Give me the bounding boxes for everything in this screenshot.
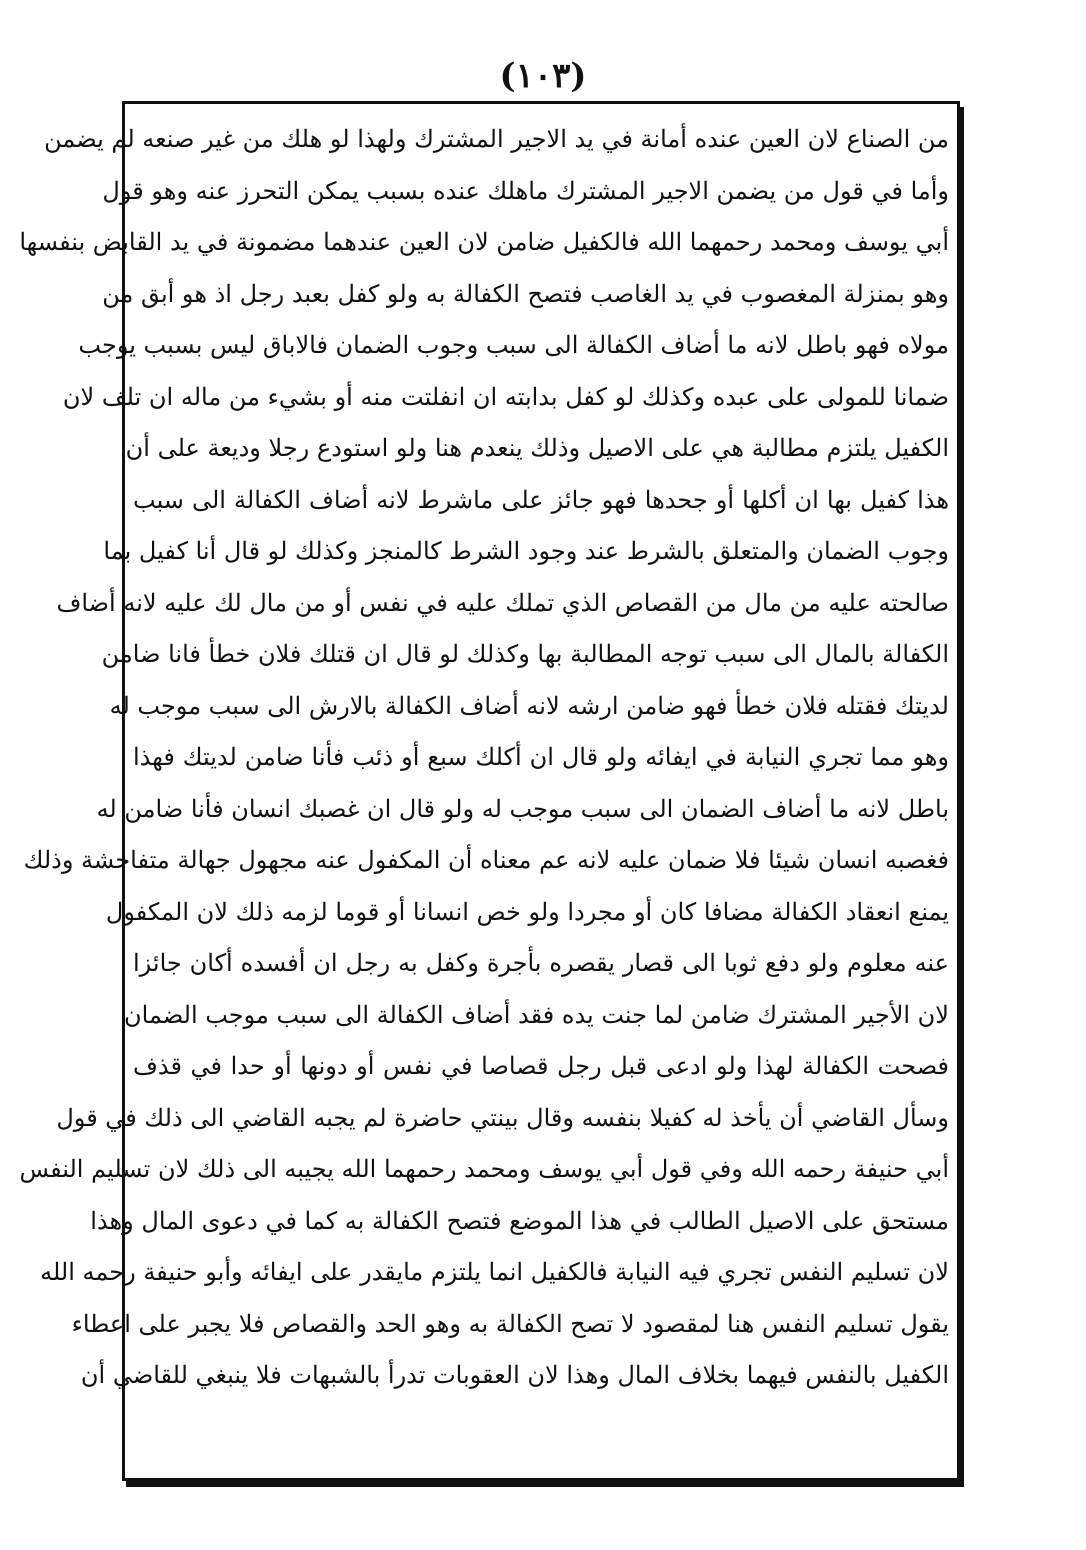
text-line: مولاه فهو باطل لانه ما أضاف الكفالة الى سبب وجوب الضمان فالاباق ليس بسبب يوجب	[78, 331, 949, 359]
text-line: وجوب الضمان والمتعلق بالشرط عند وجود الشرط كالمنجز وكذلك لو قال أنا كفيل بما	[103, 537, 949, 565]
text-line: فغصبه انسان شيئا فلا ضمان عليه لانه عم معناه أن المكفول عنه مجهول جهالة متفاحشة وذلك	[23, 846, 949, 874]
text-line: أبي حنيفة رحمه الله وفي قول أبي يوسف ومحمد رحمهما الله يجيبه الى ذلك لان تسليم النفس	[19, 1155, 949, 1183]
text-line: من الصناع لان العين عنده أمانة في يد الاجير المشترك ولهذا لو هلك من غير صنعه لم يضمن	[44, 125, 949, 153]
text-line: لديتك فقتله فلان خطأ فهو ضامن ارشه لانه أضاف الكفالة بالارش الى سبب موجب له	[109, 691, 949, 720]
text-line: يقول تسليم النفس هنا لمقصود لا تصح الكفالة به وهو الحد والقصاص فلا يجبر على اعطاء	[71, 1309, 949, 1338]
text-line: عنه معلوم ولو دفع ثوبا الى قصار يقصره بأجرة وكفل به رجل ان أفسده أكان جائزا	[133, 949, 949, 977]
page-number: (١٠٣)	[499, 56, 587, 96]
text-line: صالحته عليه من مال من القصاص الذي تملك عليه في نفس أو من مال لك عليه لانه أضاف	[56, 588, 949, 617]
text-line: وأما في قول من يضمن الاجير المشترك ماهلك عنده بسبب يمكن التحرز عنه وهو قول	[102, 176, 949, 205]
text-line: وسأل القاضي أن يأخذ له كفيلا بنفسه وقال بينتي حاضرة لم يجبه القاضي الى ذلك في قول	[56, 1103, 949, 1132]
text-line: وهو مما تجري النيابة في ايفائه ولو قال ان أكلك سبع أو ذئب فأنا ضامن لديتك فهذا	[133, 743, 949, 771]
text-line: لان تسليم النفس تجري فيه النيابة فالكفيل انما يلتزم مايقدر على ايفائه وأبو حنيفة رحمه الله	[40, 1258, 949, 1286]
text-line: لان الأجير المشترك ضامن لما جنت يده فقد أضاف الكفالة الى سبب موجب الضمان	[124, 1000, 949, 1029]
text-line: هذا كفيل بها ان أكلها أو جحدها فهو جائز على ماشرط لانه أضاف الكفالة الى سبب	[133, 485, 950, 514]
text-line: ضمانا للمولى على عبده وكذلك لو كفل بدابته ان انفلتت منه أو بشيء من ماله ان تلف لان	[62, 382, 949, 411]
text-line: فصحت الكفالة لهذا ولو ادعى قبل رجل قصاصا في نفس أو دونها أو حدا في قذف	[133, 1052, 949, 1080]
text-line: الكفالة بالمال الى سبب توجه المطالبة بها وكذلك لو قال ان قتلك فلان خطأ فانا ضامن	[101, 640, 949, 668]
text-line: وهو بمنزلة المغصوب في يد الغاصب فتصح الكفالة به ولو كفل بعبد رجل اذ هو أبق من	[102, 279, 949, 308]
text-line: أبي يوسف ومحمد رحمهما الله فالكفيل ضامن لان العين عندهما مضمونة في يد القابض بنفسها	[19, 228, 949, 256]
text-line: مستحق على الاصيل الطالب في هذا الموضع فتصح الكفالة به كما في دعوى المال وهذا	[90, 1206, 949, 1235]
text-line: يمنع انعقاد الكفالة مضافا كان أو مجردا ولو خص انسانا أو قوما لزمه ذلك لان المكفول	[105, 897, 949, 926]
text-line: باطل لانه ما أضاف الضمان الى سبب موجب له ولو قال ان غصبك انسان فأنا ضامن له	[96, 794, 949, 823]
text-line: الكفيل بالنفس فيهما بخلاف المال وهذا لان العقوبات تدرأ بالشبهات فلا ينبغي للقاضي أن	[80, 1361, 949, 1389]
text-frame	[19, 101, 960, 1481]
page-text	[19, 114, 950, 1402]
text-line: الكفيل يلتزم مطالبة هي على الاصيل وذلك ينعدم هنا ولو استودع رجلا وديعة على أن	[125, 434, 949, 462]
